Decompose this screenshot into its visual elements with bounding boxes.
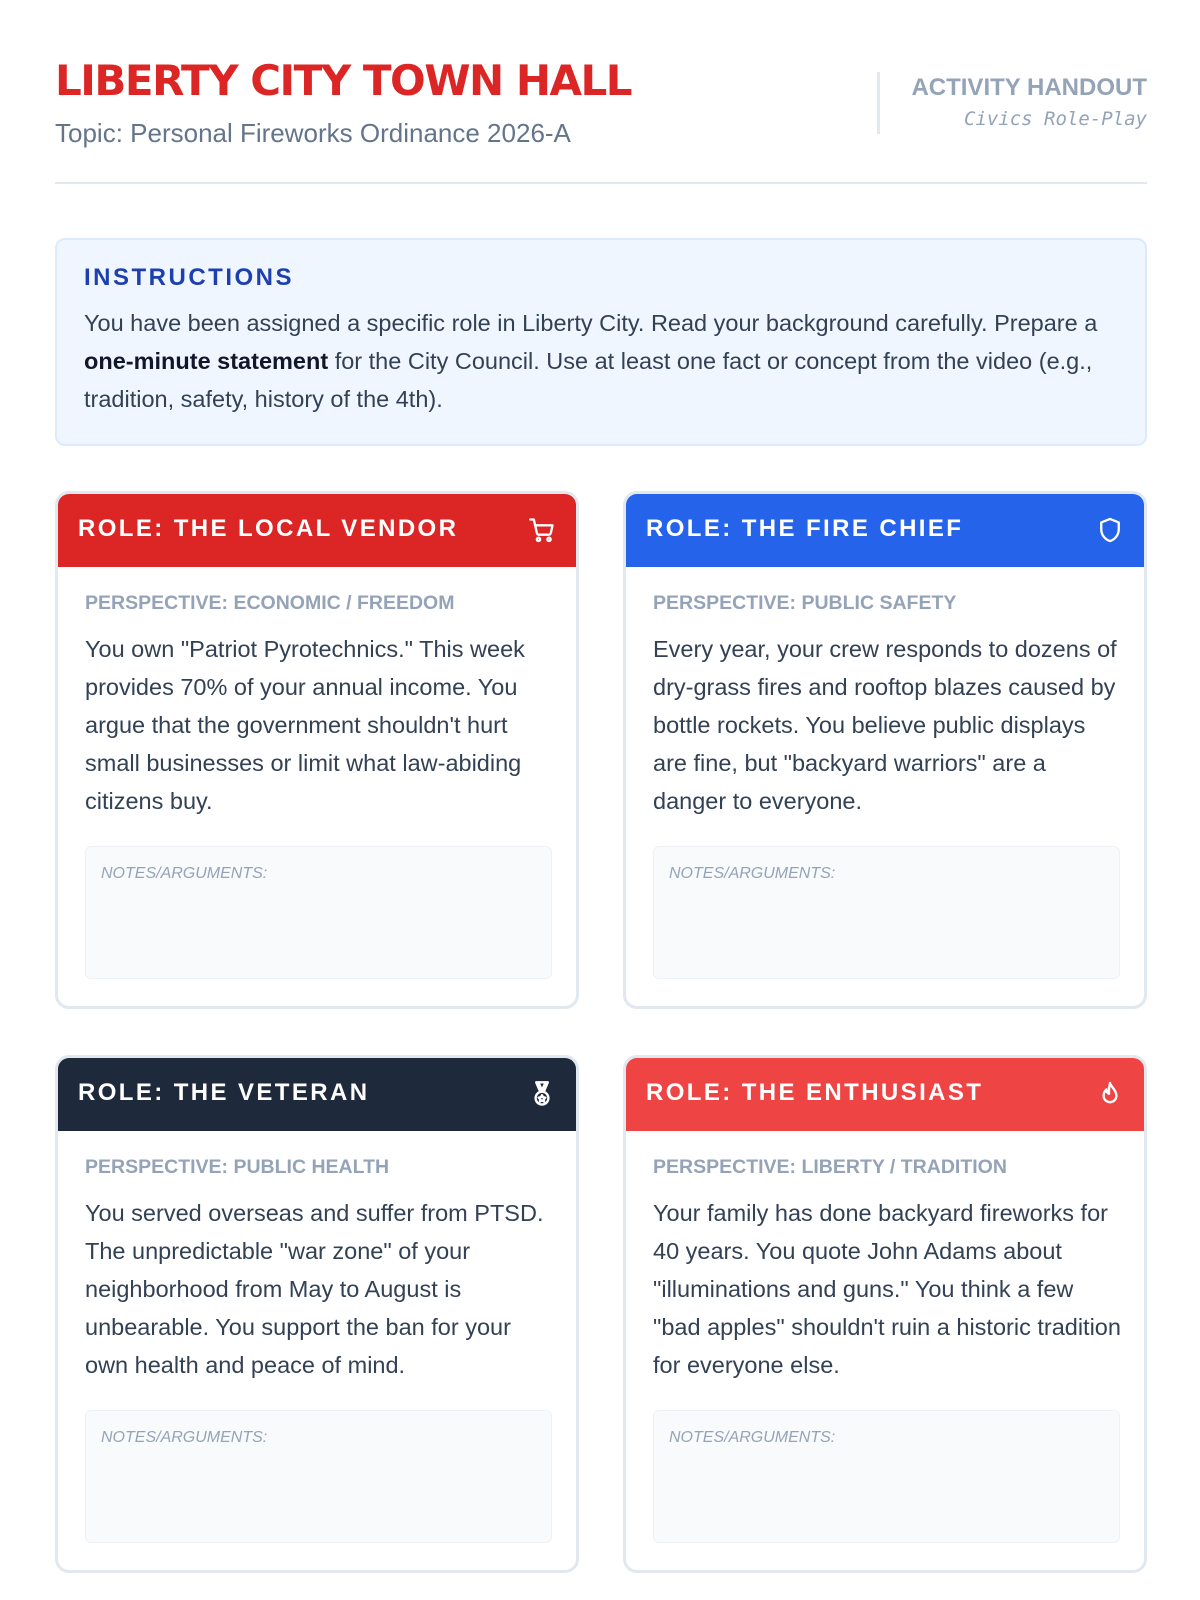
role-title: ROLE: THE ENTHUSIAST <box>646 1079 984 1106</box>
role-card-header <box>626 1058 1144 1131</box>
role-description: You served overseas and suffer from PTSD. The unpredictable "war zone" of your neighborhood from May to August is unbearable. You support the ban for your own health and peace of mind. <box>85 1200 544 1378</box>
instructions-heading: INSTRUCTIONS <box>84 264 294 291</box>
role-description: Every year, your crew responds to dozens of dry-grass fires and rooftop blazes caused by bottle rockets. You believe public displays are fine, but "backyard warriors" are a danger to everyone. <box>653 636 1117 814</box>
page-header <box>55 52 1147 184</box>
notes-field[interactable] <box>653 1410 1120 1543</box>
notes-label: NOTES/ARGUMENTS: <box>101 865 268 882</box>
badge-title: ACTIVITY HANDOUT <box>911 74 1147 101</box>
role-description: You own "Patriot Pyrotechnics." This week provides 70% of your annual income. You argue that the government shouldn't hurt small businesses or limit what law-abiding citizens buy. <box>85 636 525 814</box>
role-title: ROLE: THE VETERAN <box>78 1079 370 1106</box>
flame-icon <box>1096 1080 1124 1108</box>
role-card-header <box>58 1058 576 1131</box>
role-card-fire-chief <box>623 491 1147 1009</box>
role-card-veteran <box>55 1055 579 1573</box>
page-subtitle: Topic: Personal Fireworks Ordinance 2026-A <box>55 118 571 148</box>
role-card-header <box>58 494 576 567</box>
role-perspective: PERSPECTIVE: PUBLIC HEALTH <box>85 1156 390 1178</box>
role-perspective: PERSPECTIVE: ECONOMIC / FREEDOM <box>85 592 455 614</box>
role-perspective: PERSPECTIVE: PUBLIC SAFETY <box>653 592 957 614</box>
badge-subtitle: Civics Role-Play <box>963 108 1147 130</box>
instructions-emphasis: one-minute statement <box>84 348 329 374</box>
instructions-text-start: You have been assigned a specific role in Liberty City. Read your background carefully. Prepare a <box>84 310 1098 336</box>
notes-label: NOTES/ARGUMENTS: <box>669 865 836 882</box>
shield-icon <box>1096 516 1124 544</box>
role-title: ROLE: THE FIRE CHIEF <box>646 515 964 542</box>
cart-icon <box>528 516 556 544</box>
notes-label: NOTES/ARGUMENTS: <box>101 1429 268 1446</box>
role-description: Your family has done backyard fireworks for 40 years. You quote John Adams about "illuminations and guns." You think a few "bad apples" shouldn't ruin a historic tradition for everyone else. <box>653 1200 1121 1378</box>
role-card-local-vendor <box>55 491 579 1009</box>
page-title: LIBERTY CITY TOWN HALL <box>55 56 631 105</box>
notes-label: NOTES/ARGUMENTS: <box>669 1429 836 1446</box>
instructions-text <box>84 304 1118 418</box>
role-title: ROLE: THE LOCAL VENDOR <box>78 515 459 542</box>
notes-field[interactable] <box>85 846 552 979</box>
notes-field[interactable] <box>85 1410 552 1543</box>
medal-icon <box>528 1080 556 1108</box>
instructions-text-end: for the City Council. Use at least one fact or concept from the video (e.g., tradition, safety, history of the 4th). <box>84 348 1093 412</box>
handout-badge <box>877 72 1147 134</box>
instructions-box <box>55 238 1147 446</box>
role-perspective: PERSPECTIVE: LIBERTY / TRADITION <box>653 1156 1007 1178</box>
role-card-enthusiast <box>623 1055 1147 1573</box>
role-card-header <box>626 494 1144 567</box>
notes-field[interactable] <box>653 846 1120 979</box>
